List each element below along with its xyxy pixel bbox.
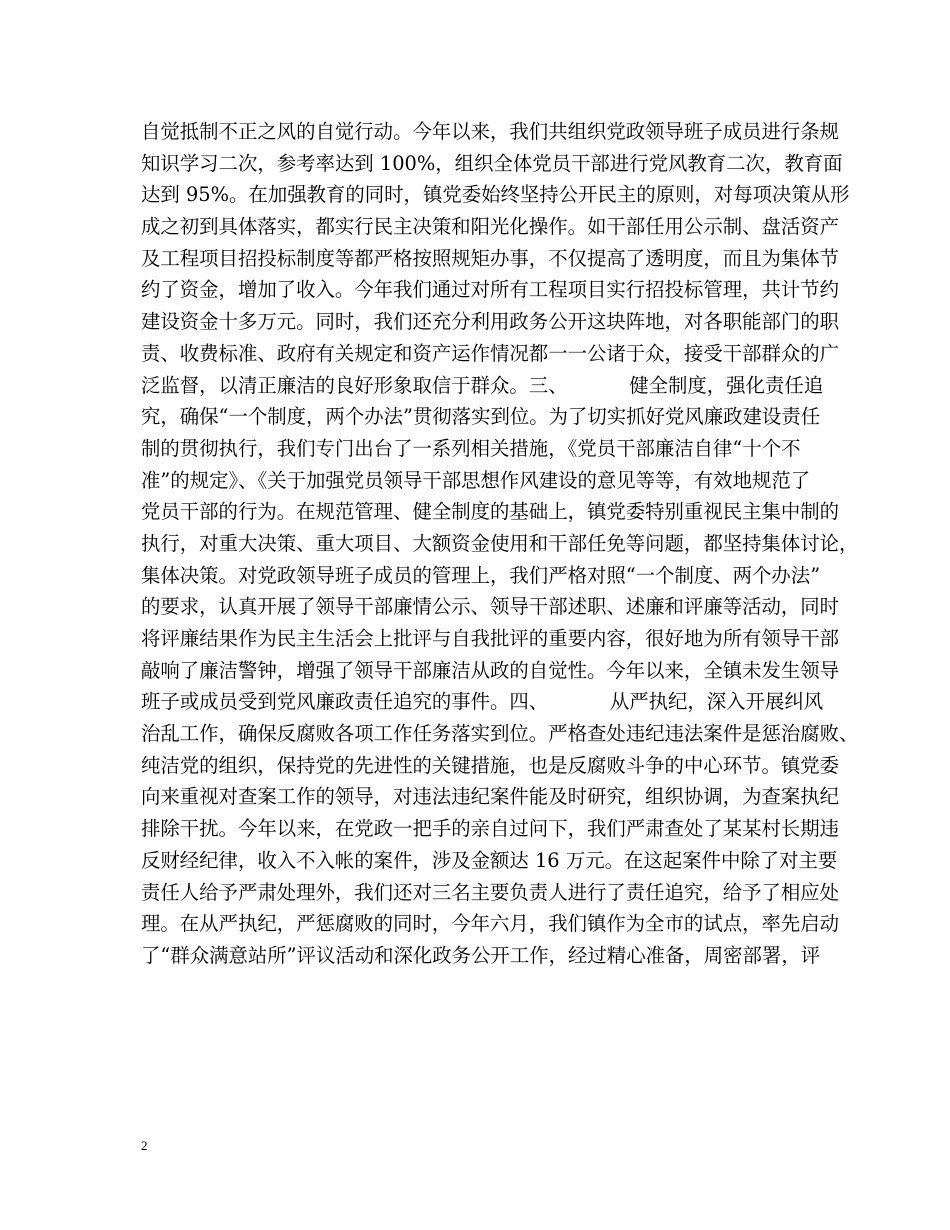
text-line: 建设资金十多万元。同时，我们还充分利用政务公开这块阵地，对各职能部门的职 — [141, 310, 840, 334]
text-line: 了“群众满意站所”评议活动和深化政务公开工作，经过精心准备，周密部署，评 — [141, 943, 821, 967]
text-line: 自觉抵制不正之风的自觉行动。今年以来，我们共组织党政领导班子成员进行条规 — [141, 120, 840, 143]
text-line: 党员干部的行为。在规范管理、健全制度的基础上，镇党委特别重视民主集中制的 — [141, 500, 840, 524]
text-line: 反财经纪律，收入不入帐的案件，涉及金额达 16 万元。在这起案件中除了对主要 — [141, 848, 838, 872]
text-line: 成之初到具体落实，都实行民主决策和阳光化操作。如干部任用公示制、盘活资产 — [141, 215, 840, 239]
text-line: 究，确保“一个制度，两个办法”贯彻落实到位。为了切实抓好党风廉政建设责任 — [141, 405, 821, 429]
text-line: 排除干扰。今年以来，在党政一把手的亲自过问下，我们严肃查处了某某村长期违 — [141, 817, 840, 841]
text-line: 约了资金，增加了收入。今年我们通过对所有工程项目实行招投标管理，共计节约 — [141, 278, 840, 302]
text-line: 责任人给予严肃处理外，我们还对三名主要负责人进行了责任追究，给予了相应处 — [141, 880, 840, 904]
page-number: 2 — [141, 1138, 148, 1153]
text-line: 敲响了廉洁警钟，增强了领导干部廉洁从政的自觉性。今年以来，全镇未发生领导 — [141, 658, 840, 682]
text-line: 知识学习二次，参考率达到 100%，组织全体党员干部进行党风教育二次，教育面 — [141, 151, 843, 175]
text-line: 理。在从严执纪，严惩腐败的同时，今年六月，我们镇作为全市的试点，率先启动 — [141, 912, 840, 936]
text-line: 达到 95%。在加强教育的同时，镇党委始终坚持公开民主的原则，对每项决策从形 — [141, 183, 850, 207]
text-line: 及工程项目招投标制度等都严格按照规矩办事，不仅提高了透明度，而且为集体节 — [141, 246, 840, 270]
text-line: 将评廉结果作为民主生活会上批评与自我批评的重要内容，很好地为所有领导干部 — [141, 627, 840, 650]
text-line: 集体决策。对党政领导班子成员的管理上，我们严格对照“一个制度、两个办法” — [141, 563, 821, 587]
text-line: 纯洁党的组织，保持党的先进性的关键措施，也是反腐败斗争的中心环节。镇党委 — [141, 753, 840, 777]
text-line: 执行，对重大决策、重大项目、大额资金使用和干部任免等问题，都坚持集体讨论， — [141, 531, 859, 555]
text-line: 责、收费标准、政府有关规定和资产运作情况都一一公诸于众，接受干部群众的广 — [141, 341, 840, 365]
text-line: 准”的规定》、《关于加强党员领导干部思想作风建设的意见等等，有效地规范了 — [141, 468, 811, 492]
text-line: 制的贯彻执行，我们专门出台了一系列相关措施，《党员干部廉洁自律“十个不 — [141, 436, 801, 460]
text-line: 向来重视对查案工作的领导，对违法违纪案件能及时研究，组织协调，为查案执纪 — [141, 785, 840, 809]
body-text — [141, 116, 859, 972]
text-line: 的要求，认真开展了领导干部廉情公示、领导干部述职、述廉和评廉等活动，同时 — [141, 595, 840, 619]
text-line: 班子或成员受到党风廉政责任追究的事件。四、 从严执纪，深入开展纠风 — [141, 690, 824, 714]
text-line: 治乱工作，确保反腐败各项工作任务落实到位。严格查处违纪违法案件是惩治腐败、 — [141, 722, 859, 746]
text-line: 泛监督，以清正廉洁的良好形象取信于群众。三、 健全制度，强化责任追 — [141, 373, 824, 397]
